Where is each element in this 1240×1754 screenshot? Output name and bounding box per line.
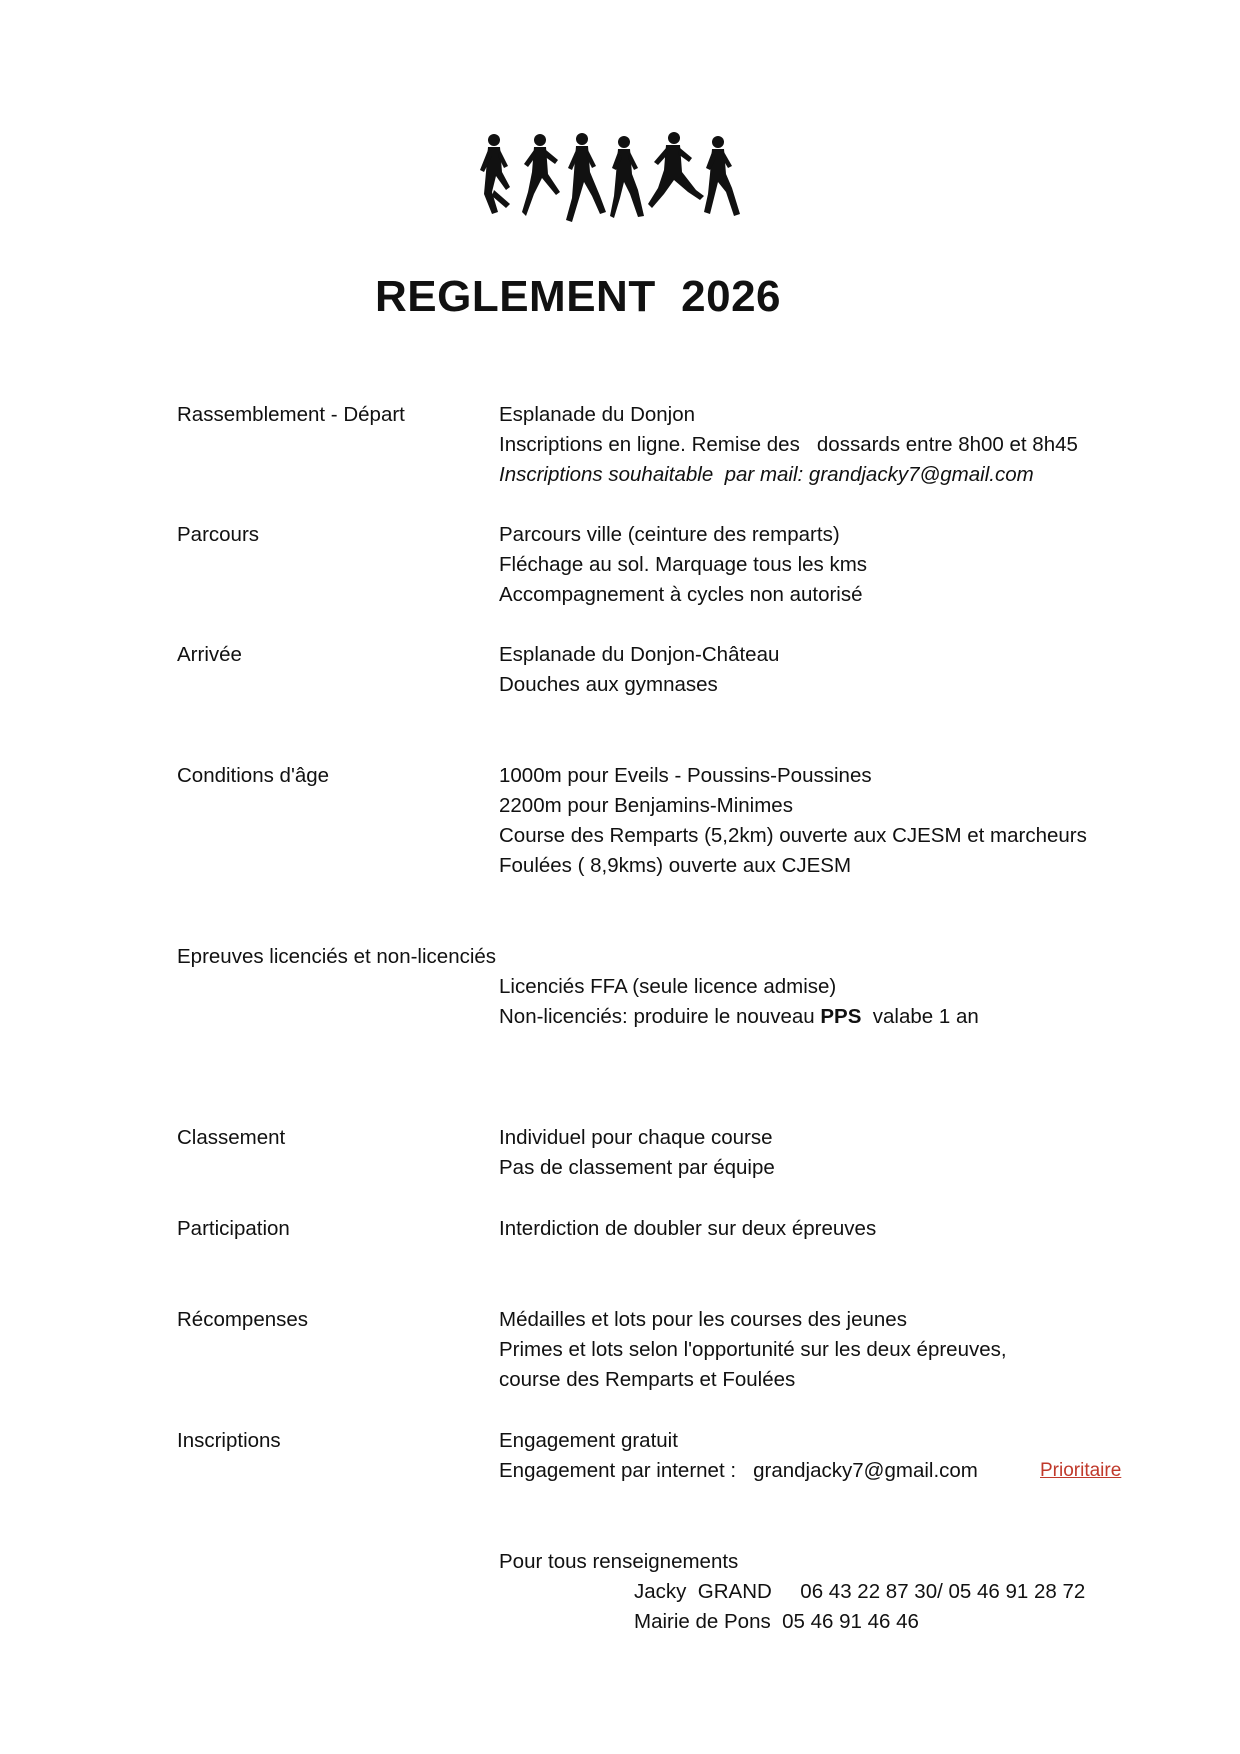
page-title: REGLEMENT 2026 [374,272,782,321]
section-line: Primes et lots selon l'opportunité sur les deux épreuves, [499,1338,1007,1361]
pps-before: Non-licenciés: produire le nouveau [499,1005,821,1028]
section-line: Inscriptions en ligne. Remise des dossards entre 8h00 et 8h45 [499,433,1078,456]
contact-line: Mairie de Pons 05 46 91 46 46 [634,1610,919,1633]
section-line-pps [499,1002,1199,1032]
section-line: Douches aux gymnases [499,673,718,696]
section-line: Esplanade du Donjon-Château [499,643,780,666]
prioritaire-link[interactable]: Prioritaire [1040,1460,1122,1481]
section-label: Récompenses [177,1308,309,1331]
running-figures-icon [470,132,760,232]
runner-figure-4 [610,136,644,218]
section-line: Licenciés FFA (seule licence admise) [499,975,837,998]
section-line: Esplanade du Donjon [499,403,696,426]
section-line: Médailles et lots pour les courses des jeunes [499,1308,907,1331]
section-line: Parcours ville (ceinture des remparts) [499,523,840,546]
pps-bold: PPS [820,1005,862,1028]
section-line: Pas de classement par équipe [499,1156,775,1179]
pps-after: valabe 1 an [861,1005,979,1028]
section-label: Inscriptions [177,1429,281,1452]
runner-figure-5 [648,132,704,208]
section-line: Individuel pour chaque course [499,1126,773,1149]
section-line: 1000m pour Eveils - Poussins-Poussines [499,764,872,787]
section-line: 2200m pour Benjamins-Minimes [499,794,793,817]
runner-figure-1 [480,134,510,214]
runner-figure-2 [522,134,560,216]
runner-figure-3 [566,133,606,222]
runner-figure-6 [704,136,740,216]
section-line-email: Engagement par internet : grandjacky7@gmail.com [499,1459,978,1482]
section-label: Parcours [177,523,260,546]
section-label: Epreuves licenciés et non-licenciés [177,945,497,968]
section-line: Fléchage au sol. Marquage tous les kms [499,553,868,576]
section-label: Participation [177,1217,290,1240]
section-line-email: Inscriptions souhaitable par mail: grandjacky7@gmail.com [499,463,1034,486]
section-label: Conditions d'âge [177,764,330,787]
section-label: Rassemblement - Départ [177,403,405,426]
section-line: course des Remparts et Foulées [499,1368,796,1391]
section-line: Course des Remparts (5,2km) ouverte aux CJESM et marcheurs [499,824,1087,847]
contact-heading: Pour tous renseignements [499,1550,739,1573]
section-label: Arrivée [177,643,242,666]
section-line: Accompagnement à cycles non autorisé [499,583,863,606]
contact-line: Jacky GRAND 06 43 22 87 30/ 05 46 91 28 72 [634,1580,1086,1603]
section-line: Foulées ( 8,9kms) ouverte aux CJESM [499,854,852,877]
section-line: Interdiction de doubler sur deux épreuves [499,1217,877,1240]
section-line: Engagement gratuit [499,1429,678,1452]
section-label: Classement [177,1126,286,1149]
